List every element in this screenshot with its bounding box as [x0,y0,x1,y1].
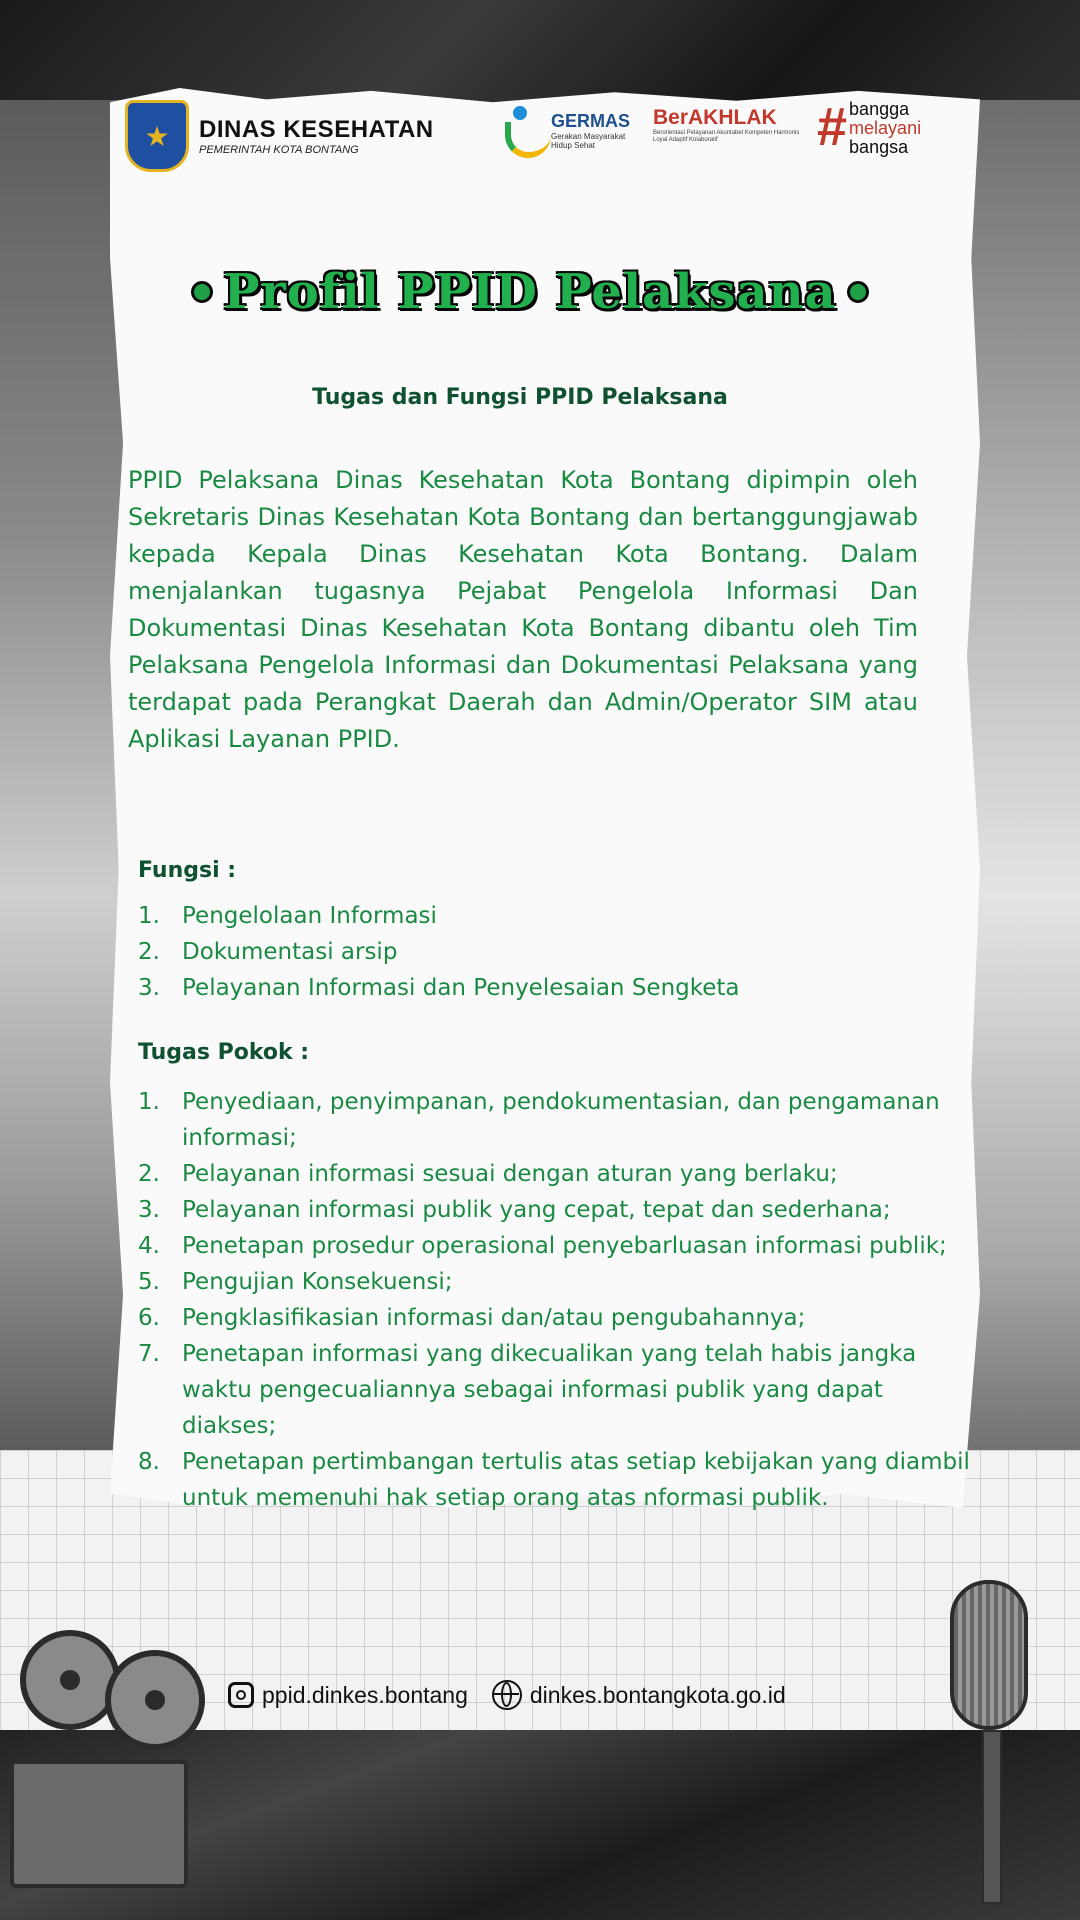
hashtag-icon: # [817,97,848,157]
melayani-word: melayani [849,118,922,138]
footer-contacts [228,1680,786,1710]
website-link[interactable]: dinkes.bontangkota.go.id [529,1681,786,1708]
fungsi-heading: Fungsi : [138,858,237,883]
germas-icon [503,102,547,158]
list-number: 6. [138,1305,160,1331]
microphone-stand [982,1730,1002,1904]
dinkes-title: DINAS KESEHATAN [199,116,434,143]
list-text: Pelayanan informasi publik yang cepat, tepat dan sederhana; [182,1197,891,1223]
microphone-head [950,1580,1028,1730]
bangga-melayani-logo [817,97,922,157]
crest-icon: ★ [125,100,189,172]
header-logos [125,97,935,170]
list-item [138,1336,973,1444]
dinkes-logo [125,100,434,172]
film-reel-icon [105,1650,205,1750]
list-item [138,1192,973,1228]
subheading: Tugas dan Fungsi PPID Pelaksana [312,385,728,410]
film-reel-icon [20,1630,120,1730]
germas-sub-2: Hidup Sehat [551,140,596,150]
list-item [138,1264,973,1300]
film-projector-icon [0,1610,220,1920]
dinkes-subtitle: PEMERINTAH KOTA BONTANG [199,144,359,156]
fungsi-list [138,898,898,1006]
bangsa-word: bangsa [849,137,909,157]
list-item [138,970,898,1006]
bullet-dot-icon [191,281,213,303]
microphone-icon [930,1580,1060,1920]
page-title: Profil PPID Pelaksana [223,264,837,320]
list-text: Pengklasifikasian informasi dan/atau pengubahannya; [182,1305,806,1331]
germas-title: GERMAS [551,110,631,131]
tugas-list [138,1084,973,1516]
list-number: 5. [138,1269,160,1295]
list-text: Pelayanan Informasi dan Penyelesaian Sengketa [182,975,740,1001]
germas-sub-1: Gerakan Masyarakat [551,131,626,141]
list-number: 8. [138,1449,160,1475]
list-number: 4. [138,1233,160,1259]
title-row [170,262,890,322]
instagram-handle[interactable]: ppid.dinkes.bontang [262,1681,468,1708]
berakhlak-logo [653,106,803,144]
berakhlak-title: BerAKHLAK [653,106,777,129]
list-number: 3. [138,1197,160,1223]
list-number: 7. [138,1341,160,1367]
intro-paragraph: PPID Pelaksana Dinas Kesehatan Kota Bontang dipimpin oleh Sekretaris Dinas Kesehatan Kota Bontang dan bertanggungjawab kepada Kepala Dinas Kesehatan Kota Bontang. Dalam menjalankan tugasnya Pejabat Pengelola Informasi Dan Dokumentasi Dinas Kesehatan Kota Bontang dibantu oleh Tim Pelaksana Pengelola Informasi dan Dokumentasi Pelaksana yang terdapat pada Perangkat Daerah dan Admin/Operator SIM atau Aplikasi Layanan PPID. [128,466,918,753]
list-item [138,1300,973,1336]
list-number: 1. [138,1089,160,1115]
list-number: 3. [138,975,160,1001]
list-item [138,934,898,970]
list-text: Pelayanan informasi sesuai dengan aturan yang berlaku; [182,1161,838,1187]
bangga-word: bangga [849,99,910,119]
berakhlak-subtitle: Berorientasi Pelayanan Akuntabel Kompeten Harmonis Loyal Adaptif Kolaboratif [653,130,800,143]
list-number: 2. [138,1161,160,1187]
list-text: Pengujian Konsekuensi; [182,1269,453,1295]
list-text: Dokumentasi arsip [182,939,398,965]
bullet-dot-icon [847,281,869,303]
list-text: Penetapan pertimbangan tertulis atas setiap kebijakan yang diambil untuk memenuhi hak setiap orang atas nformasi publik. [182,1449,970,1511]
list-text: Pengelolaan Informasi [182,903,437,929]
list-text: Penetapan informasi yang dikecualikan yang telah habis jangka waktu pengecualiannya sebagai informasi publik yang dapat diakses; [182,1341,917,1439]
list-number: 1. [138,903,160,929]
list-text: Penetapan prosedur operasional penyebarluasan informasi publik; [182,1233,947,1259]
list-item [138,898,898,934]
germas-logo [503,102,630,158]
tugas-heading: Tugas Pokok : [138,1040,310,1065]
instagram-icon [228,1682,254,1708]
list-item [138,1156,973,1192]
list-number: 2. [138,939,160,965]
list-item [138,1228,973,1264]
list-text: Penyediaan, penyimpanan, pendokumentasian, dan pengamanan informasi; [182,1089,940,1151]
globe-icon [492,1680,522,1710]
list-item [138,1444,973,1516]
list-item [138,1084,973,1156]
projector-body [10,1760,188,1888]
